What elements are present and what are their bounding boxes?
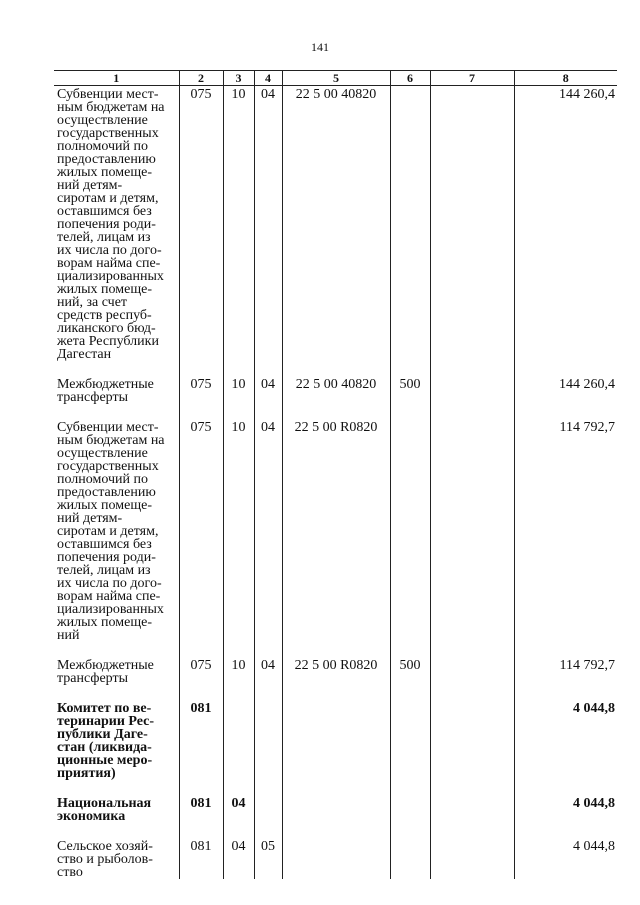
- spacer-cell: [430, 404, 514, 419]
- column-7-cell: [430, 419, 514, 642]
- row-name-line: предоставлению: [57, 485, 156, 500]
- spacer-cell: [282, 404, 390, 419]
- row-name-cell: [54, 795, 179, 823]
- spacer-cell: [254, 780, 282, 795]
- table-row: [54, 376, 617, 404]
- row-name-line: циализированных: [57, 602, 164, 617]
- row-name-cell: [54, 838, 179, 879]
- table-row: [54, 795, 617, 823]
- row-name-line: Комитет по ве-: [57, 701, 152, 716]
- row-name-line: жилых помеще-: [57, 615, 153, 630]
- row-name-line: ний, за счет: [57, 295, 128, 310]
- section-code-cell: 10: [223, 419, 254, 642]
- row-name-line: попечения роди-: [57, 217, 156, 232]
- row-name-line: ний детям-: [57, 178, 123, 193]
- row-name-line: ний: [57, 628, 80, 643]
- row-name-line: полномочий по: [57, 472, 149, 487]
- row-name-line: ворам найма спе-: [57, 256, 161, 271]
- row-name-line: стан (ликвида-: [57, 740, 152, 755]
- spacer-cell: [282, 361, 390, 376]
- ministry-code-cell: 081: [179, 838, 223, 879]
- spacer-cell: [282, 780, 390, 795]
- row-name-line: сиротам и детям,: [57, 191, 159, 206]
- row-name-line: жета Республики: [57, 334, 159, 349]
- row-spacer: [54, 823, 617, 838]
- row-name-line: телей, лицам из: [57, 563, 151, 578]
- column-7-cell: [430, 376, 514, 404]
- row-name-line: Межбюджетные: [57, 377, 154, 392]
- row-name-line: трансферты: [57, 671, 129, 686]
- spacer-cell: [430, 780, 514, 795]
- subsection-code-cell: [254, 795, 282, 823]
- row-name-line: полномочий по: [57, 139, 149, 154]
- row-name-line: оставшимся без: [57, 204, 152, 219]
- row-spacer: [54, 642, 617, 657]
- table-body: [54, 86, 617, 880]
- target-item-cell: 22 5 00 40820: [282, 376, 390, 404]
- spacer-cell: [514, 685, 617, 700]
- row-name-line: ным бюджетам на: [57, 100, 165, 115]
- column-header: 5: [282, 71, 390, 86]
- expense-type-cell: [390, 86, 430, 362]
- spacer-cell: [390, 685, 430, 700]
- spacer-cell: [223, 780, 254, 795]
- section-code-cell: 04: [223, 795, 254, 823]
- expense-type-cell: [390, 795, 430, 823]
- row-name-line: предоставлению: [57, 152, 156, 167]
- section-code-cell: 10: [223, 376, 254, 404]
- row-name-line: государственных: [57, 459, 159, 474]
- spacer-cell: [430, 361, 514, 376]
- amount-cell: 144 260,4: [514, 376, 617, 404]
- column-header: 2: [179, 71, 223, 86]
- amount-cell: 114 792,7: [514, 419, 617, 642]
- ministry-code-cell: 081: [179, 795, 223, 823]
- row-name-line: ным бюджетам на: [57, 433, 165, 448]
- spacer-cell: [179, 685, 223, 700]
- row-name-line: телей, лицам из: [57, 230, 151, 245]
- spacer-cell: [223, 823, 254, 838]
- expense-type-cell: 500: [390, 657, 430, 685]
- column-header: 3: [223, 71, 254, 86]
- spacer-cell: [390, 642, 430, 657]
- row-name-line: осуществление: [57, 446, 148, 461]
- row-name-line: ство: [57, 865, 83, 880]
- target-item-cell: 22 5 00 40820: [282, 86, 390, 362]
- row-name-line: средств респуб-: [57, 308, 152, 323]
- spacer-cell: [514, 823, 617, 838]
- table-row: [54, 838, 617, 879]
- spacer-cell: [254, 361, 282, 376]
- page-number: 141: [311, 40, 329, 54]
- row-name-line: приятия): [57, 766, 116, 781]
- spacer-cell: [179, 404, 223, 419]
- section-code-cell: 10: [223, 86, 254, 362]
- row-name-line: ционные меро-: [57, 753, 153, 768]
- row-name-line: Дагестан: [57, 347, 112, 362]
- section-code-cell: 04: [223, 838, 254, 879]
- spacer-cell: [282, 642, 390, 657]
- target-item-cell: [282, 700, 390, 780]
- subsection-code-cell: 05: [254, 838, 282, 879]
- table-row: [54, 419, 617, 642]
- row-name-line: оставшимся без: [57, 537, 152, 552]
- spacer-cell: [179, 780, 223, 795]
- spacer-cell: [254, 404, 282, 419]
- ministry-code-cell: 075: [179, 376, 223, 404]
- row-name-cell: [54, 376, 179, 404]
- row-name-cell: [54, 657, 179, 685]
- budget-table: [54, 70, 617, 879]
- row-spacer: [54, 685, 617, 700]
- amount-cell: 144 260,4: [514, 86, 617, 362]
- amount-cell: 4 044,8: [514, 700, 617, 780]
- subsection-code-cell: 04: [254, 376, 282, 404]
- column-7-cell: [430, 838, 514, 879]
- ministry-code-cell: 075: [179, 419, 223, 642]
- subsection-code-cell: 04: [254, 419, 282, 642]
- column-header: 7: [430, 71, 514, 86]
- amount-cell: 114 792,7: [514, 657, 617, 685]
- row-name-line: жилых помеще-: [57, 498, 153, 513]
- spacer-cell: [54, 361, 179, 376]
- row-name-line: ство и рыболов-: [57, 852, 153, 867]
- row-spacer: [54, 361, 617, 376]
- row-name-line: Межбюджетные: [57, 658, 154, 673]
- spacer-cell: [514, 404, 617, 419]
- spacer-cell: [179, 361, 223, 376]
- spacer-cell: [514, 642, 617, 657]
- table-row: [54, 657, 617, 685]
- row-name-line: осуществление: [57, 113, 148, 128]
- row-name-line: публики Даге-: [57, 727, 148, 742]
- ministry-code-cell: 075: [179, 657, 223, 685]
- row-name-line: ний детям-: [57, 511, 123, 526]
- target-item-cell: [282, 838, 390, 879]
- spacer-cell: [223, 404, 254, 419]
- spacer-cell: [514, 361, 617, 376]
- row-name-cell: [54, 700, 179, 780]
- amount-cell: 4 044,8: [514, 795, 617, 823]
- subsection-code-cell: 04: [254, 657, 282, 685]
- row-name-cell: [54, 86, 179, 362]
- row-name-line: Сельское хозяй-: [57, 839, 153, 854]
- spacer-cell: [54, 404, 179, 419]
- row-name-line: ликанского бюд-: [57, 321, 156, 336]
- subsection-code-cell: 04: [254, 86, 282, 362]
- row-spacer: [54, 780, 617, 795]
- column-7-cell: [430, 86, 514, 362]
- spacer-cell: [54, 823, 179, 838]
- row-name-line: государственных: [57, 126, 159, 141]
- spacer-cell: [430, 823, 514, 838]
- subsection-code-cell: [254, 700, 282, 780]
- spacer-cell: [223, 361, 254, 376]
- row-name-line: Субвенции мест-: [57, 420, 159, 435]
- column-header: 6: [390, 71, 430, 86]
- row-name-line: теринарии Рес-: [57, 714, 155, 729]
- spacer-cell: [223, 685, 254, 700]
- expense-type-cell: [390, 838, 430, 879]
- spacer-cell: [54, 685, 179, 700]
- spacer-cell: [179, 823, 223, 838]
- row-name-line: циализированных: [57, 269, 164, 284]
- table-header-row: [54, 71, 617, 86]
- section-code-cell: 10: [223, 657, 254, 685]
- row-name-line: их числа по дого-: [57, 243, 162, 258]
- spacer-cell: [254, 685, 282, 700]
- expense-type-cell: [390, 700, 430, 780]
- column-header: 4: [254, 71, 282, 86]
- column-7-cell: [430, 795, 514, 823]
- table-row: [54, 700, 617, 780]
- row-name-line: жилых помеще-: [57, 282, 153, 297]
- section-code-cell: [223, 700, 254, 780]
- spacer-cell: [390, 823, 430, 838]
- expense-type-cell: 500: [390, 376, 430, 404]
- spacer-cell: [390, 404, 430, 419]
- ministry-code-cell: 075: [179, 86, 223, 362]
- expense-type-cell: [390, 419, 430, 642]
- spacer-cell: [430, 642, 514, 657]
- column-7-cell: [430, 700, 514, 780]
- row-spacer: [54, 404, 617, 419]
- column-header: 8: [514, 71, 617, 86]
- row-name-line: Национальная: [57, 796, 152, 811]
- row-name-line: сиротам и детям,: [57, 524, 159, 539]
- spacer-cell: [54, 780, 179, 795]
- row-name-line: экономика: [57, 809, 126, 824]
- row-name-line: попечения роди-: [57, 550, 156, 565]
- row-name-cell: [54, 419, 179, 642]
- amount-cell: 4 044,8: [514, 838, 617, 879]
- spacer-cell: [179, 642, 223, 657]
- target-item-cell: [282, 795, 390, 823]
- spacer-cell: [282, 685, 390, 700]
- spacer-cell: [254, 823, 282, 838]
- target-item-cell: 22 5 00 R0820: [282, 419, 390, 642]
- ministry-code-cell: 081: [179, 700, 223, 780]
- row-name-line: трансферты: [57, 390, 129, 405]
- spacer-cell: [54, 642, 179, 657]
- row-name-line: их числа по дого-: [57, 576, 162, 591]
- column-header: 1: [54, 71, 179, 86]
- target-item-cell: 22 5 00 R0820: [282, 657, 390, 685]
- row-name-line: жилых помеще-: [57, 165, 153, 180]
- row-name-line: Субвенции мест-: [57, 87, 159, 102]
- spacer-cell: [254, 642, 282, 657]
- spacer-cell: [223, 642, 254, 657]
- table-row: [54, 86, 617, 362]
- spacer-cell: [514, 780, 617, 795]
- row-name-line: ворам найма спе-: [57, 589, 161, 604]
- spacer-cell: [390, 780, 430, 795]
- spacer-cell: [390, 361, 430, 376]
- column-7-cell: [430, 657, 514, 685]
- spacer-cell: [430, 685, 514, 700]
- spacer-cell: [282, 823, 390, 838]
